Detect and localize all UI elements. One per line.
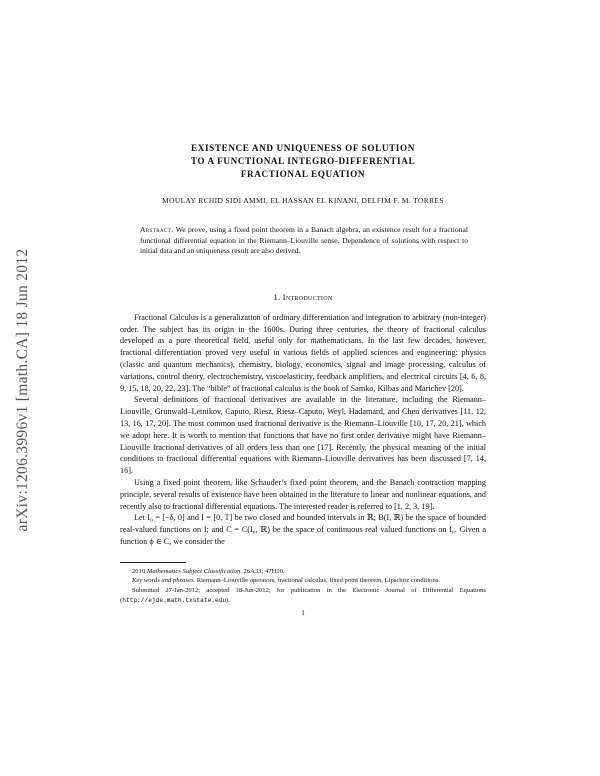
title-line: EXISTENCE AND UNIQUENESS OF SOLUTION	[191, 143, 415, 153]
footnotes	[120, 567, 486, 605]
arxiv-identifier-text: arXiv:1206.3996v1 [math.CA] 18 Jun 2012	[14, 248, 31, 532]
paragraph: Several definitions of fractional derivatives are available in the literature, including the Riemann–Liouville, Grunwald–Letnikov, Caputo, Riesz, Riesz–Caputo, Weyl, Hadamard, and Chen derivatives [11, 12, 13, 16, 17, 20]. The most common used fractional derivative is the Riemann–Liouville [10, 17, 20, 21], which we adopt here. It is worth to mention that functions that have no first order derivative might have Riemann–Liouville fractional derivatives of all orders less than one [17]. Recently, the physical meaning of the initial conditions to fractional differential equations with Riemann–Liouville derivatives has been discussed [7, 14, 16].	[120, 395, 486, 476]
footnote-keywords	[120, 576, 486, 586]
footnote-msc	[120, 567, 486, 577]
keywords-label: Key words and phrases.	[132, 577, 196, 585]
arxiv-identifier-stamp	[8, 180, 38, 600]
journal-url-link[interactable]: http://ejde.math.txstate.edu	[122, 596, 227, 604]
abstract-label: Abstract.	[140, 225, 174, 234]
paragraph: Let I₀ = [−δ, 0] and I = [0, T] be two closed and bounded intervals in ℝ; B(I, ℝ) be the space of bounded real-valued functions on I; and C = C(I₀, ℝ) be the space of continuous real valued functions on I₀. Given a function ϕ ∈ C, we consider the	[120, 513, 486, 546]
paper-page	[120, 0, 486, 617]
page-number: 1	[301, 609, 305, 618]
abstract	[140, 225, 468, 257]
footnote-divider	[120, 562, 186, 563]
body-text	[120, 312, 486, 548]
submitted-text: Submitted 27-Jan-2012; accepted 18-Jun-2012; for publication in the Electronic Journal of Differential Equations (	[120, 586, 486, 604]
paper-authors: MOULAY RCHID SIDI AMMI, EL HASSAN EL KINANI, DELFIM F. M. TORRES	[162, 196, 444, 205]
paragraph: Fractional Calculus is a generalization of ordinary differentiation and integration to arbitrary (non-integer) order. The subject has its origin in the 1600s. During three centuries, the theory of fractional calculus developed as a pure theoretical field, useful only for mathematicians. In the last few decades, however, fractional differentiation proved very useful in various fields of applied sciences and engineering: physics (classic and quantum mechanics), chemistry, biology, economics, signal and image processing, calculus of variations, control theory, electrochemistry, viscoelasticity, feedback amplifiers, and electrical circuits [4, 6, 8, 9, 15, 18, 20, 22, 23]. The “bible” of fractional calculus is the book of Samko, Kilbas and Marichev [20].	[120, 312, 486, 393]
paragraph: Using a fixed point theorem, like Schauder’s fixed point theorem, and the Banach contraction mapping principle, several results of existence have been obtained in the literature to linear and nonlinear equations, and recently also to fractional differential equations. The interested reader is referred to [1, 2, 3, 19].	[120, 477, 486, 511]
section-number: 1.	[273, 292, 281, 302]
paper-title	[120, 142, 486, 181]
keywords-value: Riemann–Liouville operators, fractional calculus, fixed point theorem, Lipschitz conditions.	[195, 577, 440, 585]
abstract-text: We prove, using a fixed point theorem in a Banach algebra, an existence result for a fractional functional differential equation in the Riemann–Liouville sense. Dependence of solutions with respect to initial data and an uniqueness result are also derived.	[140, 225, 468, 256]
title-line: FRACTIONAL EQUATION	[240, 169, 366, 179]
submitted-end: ).	[226, 596, 231, 604]
msc-value: 26A33; 47H10.	[241, 567, 285, 575]
section-title-text: Introduction	[282, 292, 333, 302]
section-heading	[120, 293, 486, 302]
msc-label: Mathematics Subject Classification.	[146, 567, 242, 575]
title-line: TO A FUNCTIONAL INTEGRO-DIFFERENTIAL	[190, 156, 416, 166]
footnote-submitted	[120, 586, 486, 605]
msc-year: 2010	[132, 567, 147, 575]
